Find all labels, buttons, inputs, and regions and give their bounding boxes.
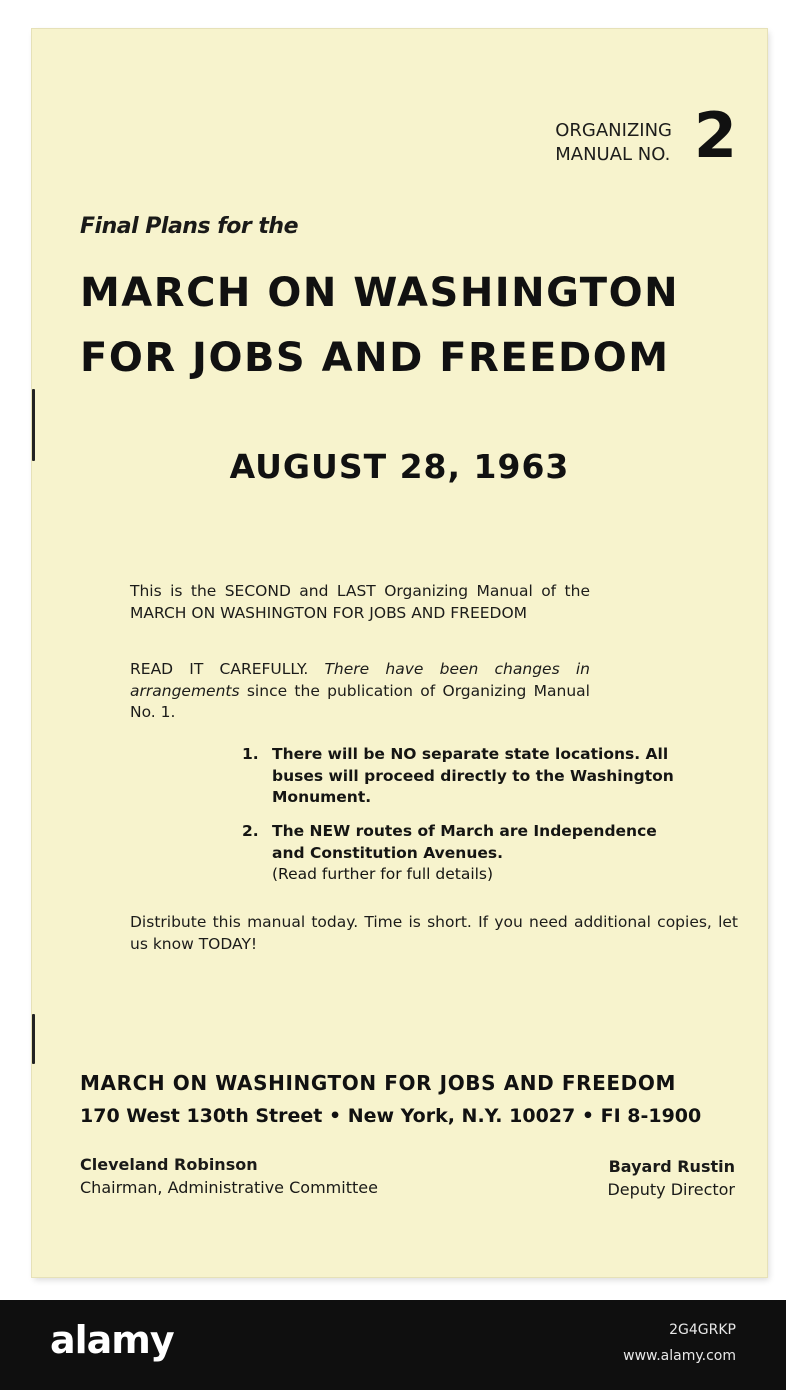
organizing-label-line1: ORGANIZING xyxy=(555,120,672,141)
read-lead: READ IT CAREFULLY. xyxy=(130,660,309,678)
staple-bottom xyxy=(32,1014,35,1064)
chairman-block xyxy=(80,1154,378,1200)
organization-address: 170 West 130th Street • New York, N.Y. 10027 • FI 8-1900 xyxy=(80,1105,702,1127)
manual-number: 2 xyxy=(693,99,737,172)
kicker-text: Final Plans for the xyxy=(80,214,298,239)
distribute-paragraph: Distribute this manual today. Time is short. If you need additional copies, let us know TODAY! xyxy=(130,913,738,953)
deputy-director-name: Bayard Rustin xyxy=(608,1157,735,1176)
chairman-name: Cleveland Robinson xyxy=(80,1155,258,1174)
march-date: AUGUST 28, 1963 xyxy=(229,447,570,486)
watermark-bar xyxy=(0,1300,786,1390)
list-item-number: 2. xyxy=(242,822,259,840)
deputy-director-block xyxy=(607,1156,735,1202)
watermark-url: www.alamy.com xyxy=(623,1348,736,1364)
manual-cover xyxy=(32,29,767,1277)
list-item-text: There will be NO separate state locations. All buses will proceed directly to the Washington Monument. xyxy=(272,745,674,806)
list-item xyxy=(242,821,692,886)
organizing-label-line2: MANUAL NO. xyxy=(555,144,671,165)
intro-paragraph: This is the SECOND and LAST Organizing Manual of the MARCH ON WASHINGTON FOR JOBS AND FREEDOM xyxy=(130,582,590,622)
title-line1: MARCH ON WASHINGTON xyxy=(80,270,680,316)
read-carefully-paragraph xyxy=(130,659,590,724)
list-item-note: (Read further for full details) xyxy=(272,865,494,883)
organization-name: MARCH ON WASHINGTON FOR JOBS AND FREEDOM xyxy=(80,1071,676,1095)
read-tail: since the publication of Organizing Manual No. 1. xyxy=(130,681,590,721)
alamy-logo: alamy xyxy=(50,1318,174,1362)
organizing-manual-label xyxy=(555,119,672,167)
chairman-role: Chairman, Administrative Committee xyxy=(80,1178,378,1197)
list-item-number: 1. xyxy=(242,745,259,763)
deputy-director-role: Deputy Director xyxy=(607,1180,735,1199)
list-item xyxy=(242,744,692,809)
list-item-text: The NEW routes of March are Independence and Constitution Avenues. xyxy=(272,822,657,862)
read-italic: There have been changes in arrangements xyxy=(130,660,590,700)
title-line2: FOR JOBS AND FREEDOM xyxy=(80,335,670,381)
image-id: 2G4GRKP xyxy=(669,1322,736,1338)
